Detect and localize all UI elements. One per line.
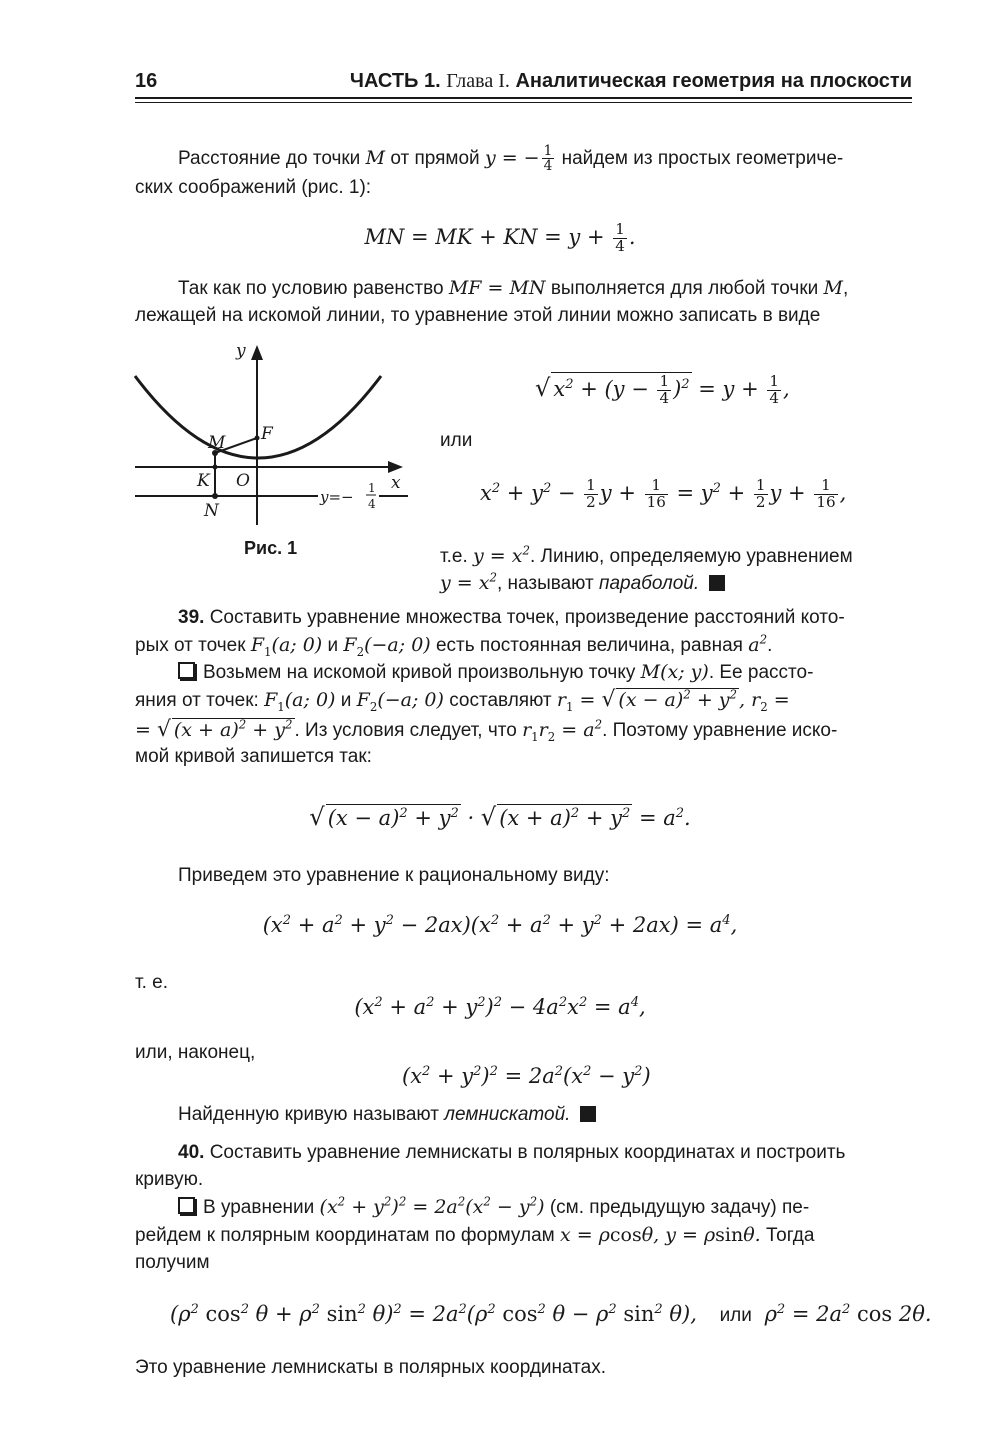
figure-caption: Рис. 1 [244,538,298,558]
paragraph-line: мой кривой запишется так: [135,746,372,767]
paragraph-line: Приведем это уравнение к рациональному виду: [178,865,610,886]
point-n [212,493,218,499]
problem-40-statement [178,1140,845,1166]
text: Найденную кривую называют [178,1104,439,1125]
paragraph-line: т. е. [135,972,168,993]
label-m: M [208,433,226,453]
text: Составить уравнение лемнискаты в полярных координатах и построить [209,1142,846,1163]
solution-start-icon [178,1197,195,1214]
term-lemniscate: лемнискатой. [444,1104,571,1125]
formula-lemniscate: $(x^2 + y^2)^2 = 2a^2(x^2 - y^2)$ [402,1064,651,1088]
paragraph-line: = √ $(x + a)^2 + y^2$ . Из условия следует, что $r_1r_2 = a^2$. Поэтому уравнение иско- [135,717,838,744]
text: Возьмем на искомой кривой произвольную точку [203,662,636,683]
text: выполняется для любой точки [550,278,819,299]
paragraph-line [178,1102,596,1128]
text: и [327,635,339,656]
x-axis-arrow [388,461,403,473]
point-k [213,465,218,470]
parabola-figure [130,340,415,540]
point-f [255,436,260,441]
header-rule-thick [135,97,912,99]
header-title [350,70,912,93]
text: рых от точек [135,635,246,656]
svg-text:4: 4 [368,497,376,511]
text: , называют [496,573,594,594]
text: . Из условия следует, что [294,720,517,741]
paragraph-line: $y = x^2$, называют параболой. [440,570,725,597]
paragraph-line: или, наконец, [135,1042,256,1063]
problem-number: 39. [178,607,205,628]
end-of-proof-square [580,1106,596,1122]
page-number: 16 [135,70,158,92]
header-rule-thin [135,102,912,103]
formula-polar: ($\rho^2$ $\cos^2 \theta + \rho^2$ $\sin^2 \theta)^2 = 2a^2(\rho^2$ $\cos^2 \theta - \rho^2$ $\sin^2 \theta$), или $\rho^2 = 2a^2$ cos 2θ. [170,1302,932,1326]
text: (см. предыдущую задачу) пе- [549,1197,810,1218]
text: составляют [449,690,552,711]
label-k: K [197,471,210,491]
formula-step: $(x^2 + a^2 + y^2)^2 - 4a^2x^2 = a^4$, [354,995,646,1019]
svg-text:1: 1 [368,481,376,495]
label-f: F [261,424,273,444]
paragraph-line: рых от точек $F_1(a$; 0) и $F_2(-a$; 0) есть постоянная величина, равная $a^2$. [135,632,773,659]
formula-expanded: $x^2 + y^2$ − $\frac{1}{2}$ y + $\frac{1}{16}$ = $y^2$ + $\frac{1}{2}$ y + $\frac{1}{16}$ , [480,476,847,511]
text: Так как по условию равенство [178,278,444,299]
text: Составить уравнение множества точек, произведение расстояний кото- [209,607,845,628]
text: найдем из простых геометриче- [561,147,844,169]
label-y: y [236,341,246,361]
part-label: ЧАСТЬ 1. [349,70,441,92]
label-directrix: y=− [320,488,354,506]
formula-rational: $(x^2 + a^2 + y^2 - 2ax)(x^2 + a^2 + y^2 + 2ax) = a^4$, [262,913,738,937]
solution-start-icon [178,662,195,679]
paragraph-line: яния от точек: $F_1(a$; 0) и $F_2(-a$; 0) составляют $r_1$ = √ $(x - a)^2 + y^2$ , $r_2$ = [135,687,790,714]
label-x: x [391,473,401,493]
term-parabola: параболой. [599,573,700,594]
label-o: O [236,471,250,491]
paragraph-line: рейдем к полярным координатам по формулам x = ρcosθ, y = ρsinθ. Тогда [135,1224,815,1246]
word-ili: или [719,1305,752,1326]
text: т.е. [440,546,468,567]
text: В уравнении [203,1197,315,1218]
problem-39-statement [178,605,845,631]
paragraph-line: Это уравнение лемнискаты в полярных координатах. [135,1357,607,1378]
formula-mn: MN = MK + KN = y + $\frac{1}{4}$ . [364,220,636,255]
chapter-label: Глава I. [446,70,510,92]
text: Линию, определяемую уравнением [540,546,853,567]
text: Тогда [766,1225,815,1246]
text: . Поэтому уравнение иско- [602,720,838,741]
word-ili: или [440,430,473,451]
label-n: N [204,501,219,521]
end-of-proof-square [709,575,725,591]
y-axis-arrow [251,345,263,360]
paragraph-line: кривую. [135,1169,204,1190]
paragraph-line: Расстояние до точки M от прямой y = − $\frac{1}{4}$ найдем из простых геометриче- [178,143,844,175]
paragraph-line: ских соображений (рис. 1): [135,177,372,198]
formula-product-roots: √ $(x - a)^2 + y^2$ · √ $(x + a)^2 + y^2 = a^2$. [309,803,691,831]
running-header [135,70,912,94]
formula-distance: √ $x^2 + (y$ − $\frac{1}{4}$ )$^2$ = y + $\frac{1}{4}$ , [535,372,790,407]
solution-40: В уравнении $(x^2 + y^2)^2 = 2a^2(x^2 - y^2)$ (см. предыдущую задачу) пе- [178,1194,809,1221]
problem-number: 40. [178,1142,205,1163]
text: и [340,690,352,711]
paragraph-line: лежащей на искомой линии, то уравнение этой линии можно записать в виде [135,305,821,326]
text: Расстояние до точки [178,147,361,169]
label-directrix-frac [366,481,376,511]
text: . Ее рассто- [708,662,814,683]
solution-39: Возьмем на искомой кривой произвольную точку M(x; y). Ее рассто- [178,659,813,686]
text: от прямой [390,147,480,169]
paragraph-line: получим [135,1252,210,1273]
paragraph-line: т.е. $y = x^2$. Линию, определяемую уравнением [440,543,853,567]
chapter-title: Аналитическая геометрия на плоскости [515,70,912,92]
text: есть постоянная величина, равная [435,635,743,656]
text: рейдем к полярным координатам по формулам [135,1225,555,1246]
text: яния от точек: [135,690,259,711]
paragraph-line: Так как по условию равенство MF = MN выполняется для любой точки M, [178,277,849,299]
